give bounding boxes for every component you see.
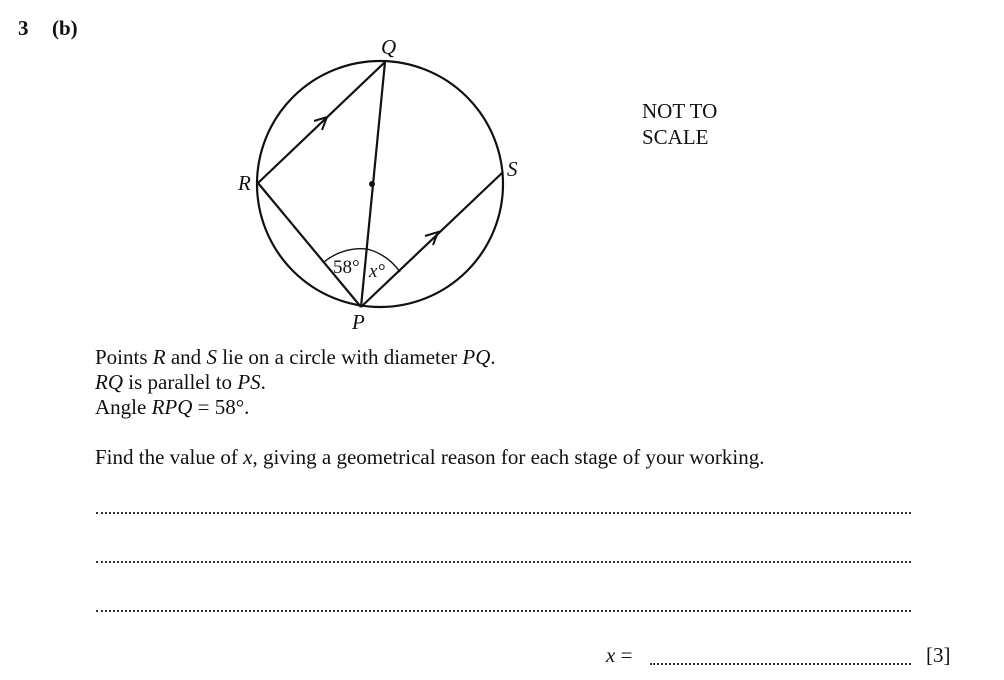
text: . [260, 370, 266, 394]
angle-label-rpq: 58° [333, 257, 360, 278]
angle-label-x [368, 261, 385, 282]
statement-line-2 [95, 370, 496, 395]
point-r: R [152, 345, 166, 369]
segment-ps: PS [237, 370, 261, 394]
text: lie on a circle with diameter [216, 345, 463, 369]
statement-line-3 [95, 395, 496, 420]
statement-line-1 [95, 345, 496, 370]
working-line-1[interactable] [96, 512, 911, 514]
text: is parallel to [123, 370, 238, 394]
answer-equals: = [615, 643, 633, 667]
segment-pq: PQ [462, 345, 491, 369]
label-p: P [352, 310, 365, 334]
problem-statement [95, 345, 496, 420]
working-line-3[interactable] [96, 610, 911, 612]
label-r: R [238, 171, 251, 195]
question-part: (b) [52, 16, 78, 40]
not-to-scale-note [642, 98, 717, 150]
text: Points [95, 345, 153, 369]
point-s: S [206, 345, 217, 369]
not-to-scale-line1: NOT TO [642, 99, 718, 123]
text: and [165, 345, 207, 369]
question-number: 3 [18, 16, 29, 40]
variable-x: x [243, 445, 253, 469]
label-s: S [507, 157, 518, 181]
answer-row [606, 643, 956, 671]
text: , giving a geometrical reason for each stage of your working. [252, 445, 765, 469]
text: Find the value of [95, 445, 244, 469]
segment-rq: RQ [95, 370, 123, 394]
text: . [490, 345, 496, 369]
angle-x-text: x° [369, 261, 386, 282]
chord-rq [258, 62, 385, 183]
label-q: Q [381, 35, 397, 59]
chord-ps [361, 173, 502, 307]
answer-label [606, 643, 632, 668]
angle-rpq: RPQ [151, 395, 193, 419]
marks-badge: [3] [926, 643, 951, 667]
working-line-2[interactable] [96, 561, 911, 563]
answer-variable: x [606, 643, 616, 667]
answer-input-line[interactable] [650, 663, 911, 665]
instruction [95, 445, 764, 470]
not-to-scale-line2: SCALE [642, 125, 709, 149]
text: = 58°. [192, 395, 250, 419]
text: Angle [95, 395, 152, 419]
